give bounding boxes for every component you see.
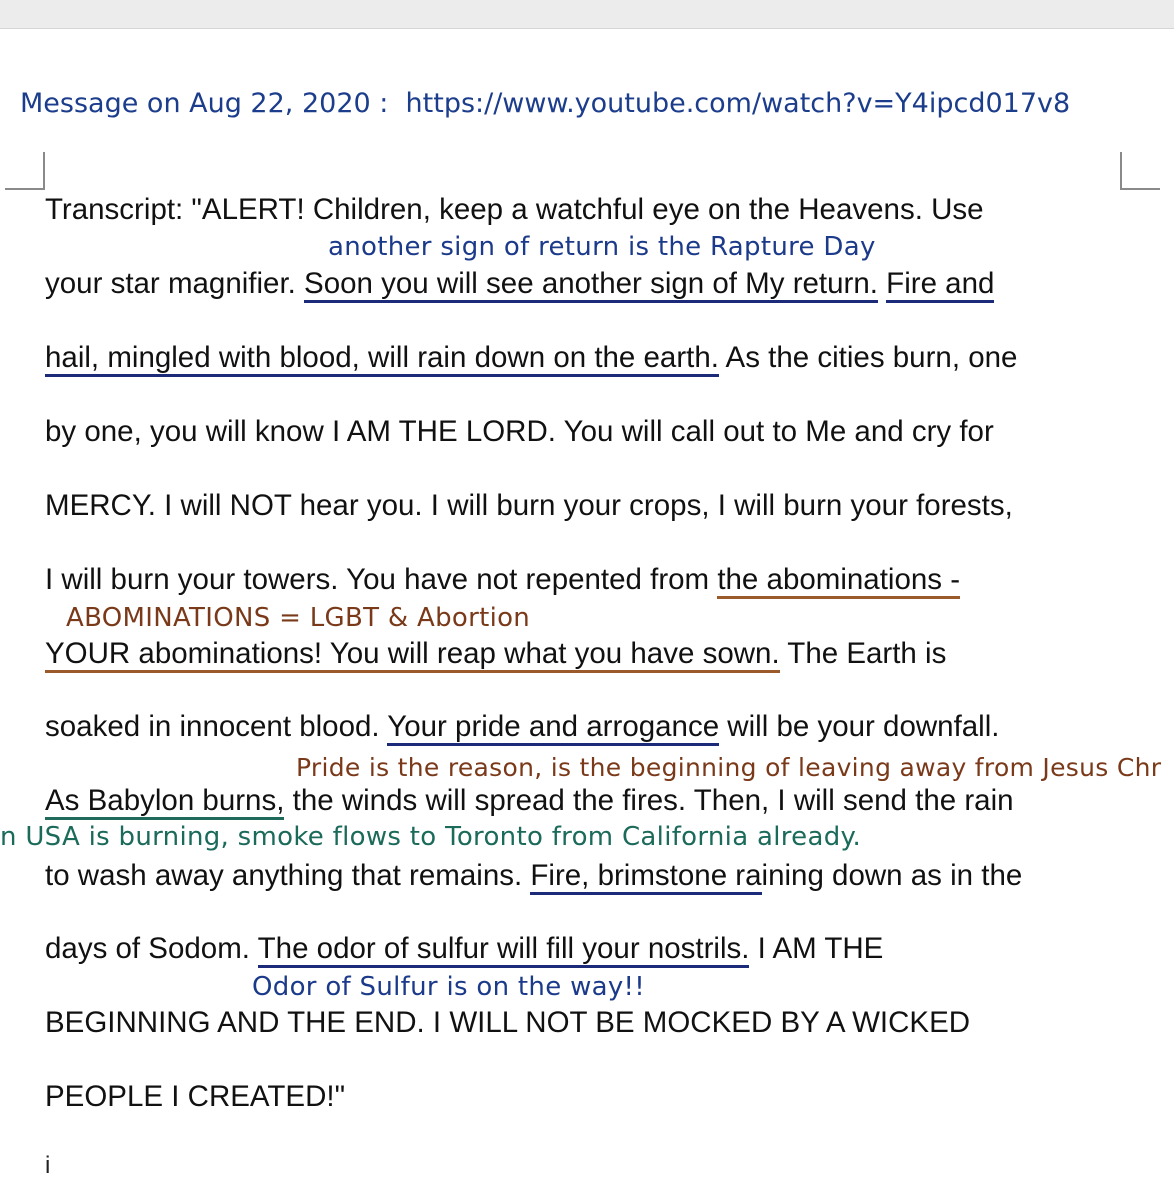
underline-hail-blood: hail, mingled with blood, will rain down on the earth. [45, 341, 719, 377]
transcript-line-7 [45, 637, 946, 671]
text-cursor: i [45, 1152, 51, 1179]
transcript-line-13: PEOPLE I CREATED!" [45, 1080, 346, 1113]
crop-mark-left-icon [5, 152, 45, 190]
transcript-line-6 [45, 563, 960, 597]
text-segment: the winds will spread the fires. Then, I will send the rain [284, 784, 1014, 817]
underline-pride-arrogance: Your pride and arrogance [387, 710, 719, 746]
annotation-pride: Pride is the reason, is the beginning of leaving away from Jesus Chr [296, 753, 1162, 782]
youtube-link[interactable]: https://www.youtube.com/watch?v=Y4ipcd017v8 [405, 88, 1071, 119]
underline-your-abominations: YOUR abominations! You will reap what you have sown. [45, 637, 780, 673]
text-segment: will be your downfall. [719, 710, 1000, 743]
underline-fire-brimstone: Fire, brimstone ra [530, 859, 761, 895]
transcript-line-1: Transcript: "ALERT! Children, keep a watchful eye on the Heavens. Use [45, 193, 984, 226]
text-segment: soaked in innocent blood. [45, 710, 388, 743]
annotation-rapture: another sign of return is the Rapture Day [328, 232, 876, 262]
transcript-line-11 [45, 932, 883, 966]
annotation-abominations: ABOMINATIONS = LGBT & Abortion [66, 603, 531, 633]
underline-babylon-burns: As Babylon burns, [45, 784, 284, 820]
annotation-usa-burning: n USA is burning, smoke flows to Toronto from California already. [0, 822, 862, 852]
text-segment: I will burn your towers. You have not repented from [45, 563, 718, 596]
transcript-line-12: BEGINNING AND THE END. I WILL NOT BE MOCKED BY A WICKED [45, 1006, 971, 1039]
crop-mark-right-icon [1120, 152, 1160, 190]
top-toolbar-strip [0, 0, 1174, 29]
transcript-line-4: by one, you will know I AM THE LORD. You will call out to Me and cry for [45, 415, 994, 448]
annotation-sulfur: Odor of Sulfur is on the way!! [252, 972, 645, 1002]
text-segment: days of Sodom. [45, 932, 258, 965]
transcript-line-9 [45, 784, 1014, 818]
message-date-label: Message on Aug 22, 2020 : [20, 88, 389, 119]
transcript-line-5: MERCY. I will NOT hear you. I will burn your crops, I will burn your forests, [45, 489, 1013, 522]
underline-sign-of-return: Soon you will see another sign of My return. [304, 267, 878, 303]
text-segment: I AM THE [749, 932, 884, 965]
text-segment: to wash away anything that remains. [45, 859, 531, 892]
transcript-line-8 [45, 710, 1000, 744]
text-segment: your star magnifier. [45, 267, 305, 300]
underline-odor-of-sulfur: The odor of sulfur will fill your nostrils. [258, 932, 750, 968]
transcript-line-3 [45, 341, 1017, 375]
text-segment: As the cities burn, one [718, 341, 1018, 374]
text-segment [878, 267, 886, 300]
message-header [20, 88, 1070, 119]
text-segment: ining down as in the [761, 859, 1023, 892]
underline-abominations: the abominations - [717, 563, 960, 599]
underline-fire-and: Fire and [886, 267, 994, 303]
text-segment: The Earth is [779, 637, 947, 670]
transcript-line-2 [45, 267, 994, 301]
transcript-line-10 [45, 859, 1022, 893]
